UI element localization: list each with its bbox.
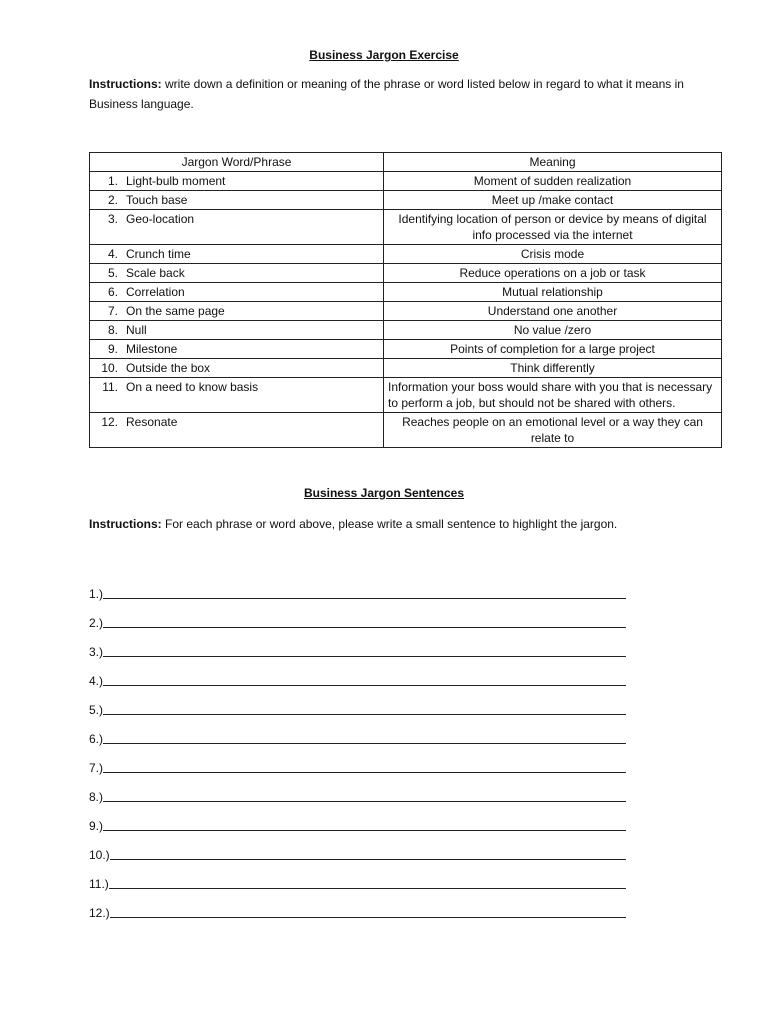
sentences-instructions-label: Instructions: xyxy=(89,517,162,531)
sentence-line xyxy=(89,688,649,717)
meaning-cell: Moment of sudden realization xyxy=(384,172,722,191)
jargon-cell xyxy=(90,378,384,413)
table-row xyxy=(90,378,722,413)
jargon-cell xyxy=(90,413,384,448)
table-row xyxy=(90,359,722,378)
exercise-instructions-text: write down a definition or meaning of the phrase or word listed below in regard to what it means in Business language. xyxy=(89,77,684,111)
row-number: 6. xyxy=(107,285,118,299)
sentences-instructions-text: For each phrase or word above, please write a small sentence to highlight the jargon. xyxy=(161,517,618,531)
table-row xyxy=(90,340,722,359)
meaning-cell: Points of completion for a large project xyxy=(384,340,722,359)
meaning-cell: Reduce operations on a job or task xyxy=(384,264,722,283)
header-meaning: Meaning xyxy=(384,153,722,172)
sentence-line xyxy=(89,804,649,833)
sentence-number: 11.) xyxy=(89,877,109,891)
sentence-number: 12.) xyxy=(89,906,110,920)
meaning-cell: Crisis mode xyxy=(384,245,722,264)
table-row xyxy=(90,210,722,245)
jargon-cell xyxy=(90,245,384,264)
jargon-word: Resonate xyxy=(126,415,178,429)
row-number: 9. xyxy=(107,342,118,356)
sentence-blank[interactable] xyxy=(103,772,626,773)
exercise-title: Business Jargon Exercise xyxy=(309,48,459,62)
jargon-word: Light-bulb moment xyxy=(126,174,226,188)
jargon-cell xyxy=(90,172,384,191)
jargon-word: Null xyxy=(126,323,147,337)
sentence-number: 10.) xyxy=(89,848,110,862)
sentence-line xyxy=(89,630,649,659)
sentence-blank[interactable] xyxy=(103,743,626,744)
jargon-cell xyxy=(90,359,384,378)
sentence-blank[interactable] xyxy=(103,714,626,715)
sentence-blank[interactable] xyxy=(103,685,626,686)
table-row xyxy=(90,191,722,210)
sentence-line xyxy=(89,775,649,804)
sentence-blank[interactable] xyxy=(110,859,626,860)
row-number: 4. xyxy=(107,247,118,261)
row-number: 11. xyxy=(102,380,118,394)
sentence-blank[interactable] xyxy=(110,917,626,918)
row-number: 10. xyxy=(101,361,118,375)
jargon-cell xyxy=(90,302,384,321)
sentence-blank[interactable] xyxy=(103,656,626,657)
table-header-row xyxy=(90,153,722,172)
meaning-cell: Mutual relationship xyxy=(384,283,722,302)
row-number: 3. xyxy=(107,212,118,226)
sentence-blank[interactable] xyxy=(103,801,626,802)
meaning-cell: Identifying location of person or device by means of digital info processed via the internet xyxy=(384,210,722,245)
sentence-blank[interactable] xyxy=(103,598,626,599)
jargon-cell xyxy=(90,340,384,359)
sentence-number: 1.) xyxy=(89,587,104,601)
row-number: 1. xyxy=(107,174,118,188)
jargon-cell xyxy=(90,191,384,210)
sentences-instructions xyxy=(89,514,689,534)
meaning-cell: Understand one another xyxy=(384,302,722,321)
meaning-cell: Information your boss would share with you that is necessary to perform a job, but should not be shared with others. xyxy=(384,378,722,413)
jargon-word: On a need to know basis xyxy=(126,380,259,394)
sentence-blank[interactable] xyxy=(103,627,626,628)
table-row xyxy=(90,245,722,264)
sentence-line xyxy=(89,601,649,630)
jargon-word: Crunch time xyxy=(126,247,191,261)
meaning-cell: Reaches people on an emotional level or a way they can relate to xyxy=(384,413,722,448)
row-number: 5. xyxy=(107,266,118,280)
jargon-word: Touch base xyxy=(126,193,188,207)
jargon-word: Outside the box xyxy=(126,361,211,375)
sentence-number: 9.) xyxy=(89,819,104,833)
sentences-title: Business Jargon Sentences xyxy=(303,486,465,500)
meaning-cell: Meet up /make contact xyxy=(384,191,722,210)
table-row xyxy=(90,264,722,283)
sentence-number: 5.) xyxy=(89,703,104,717)
exercise-instructions-label: Instructions: xyxy=(89,77,162,91)
sentence-number: 7.) xyxy=(89,761,104,775)
sentence-line xyxy=(89,746,649,775)
jargon-word: On the same page xyxy=(126,304,225,318)
jargon-word: Correlation xyxy=(126,285,185,299)
sentence-lines xyxy=(89,572,649,920)
jargon-cell xyxy=(90,283,384,302)
table-row xyxy=(90,413,722,448)
row-number: 12. xyxy=(101,415,118,429)
table-row xyxy=(90,321,722,340)
sentence-number: 8.) xyxy=(89,790,104,804)
table-row xyxy=(90,172,722,191)
sentence-number: 2.) xyxy=(89,616,104,630)
meaning-cell: No value /zero xyxy=(384,321,722,340)
exercise-instructions xyxy=(89,74,689,114)
table-row xyxy=(90,283,722,302)
row-number: 7. xyxy=(107,304,118,318)
sentence-line xyxy=(89,572,649,601)
sentence-line xyxy=(89,891,649,920)
jargon-word: Milestone xyxy=(126,342,178,356)
header-jargon: Jargon Word/Phrase xyxy=(90,153,384,172)
jargon-cell xyxy=(90,210,384,245)
jargon-word: Scale back xyxy=(126,266,185,280)
meaning-cell: Think differently xyxy=(384,359,722,378)
jargon-word: Geo-location xyxy=(126,212,195,226)
sentence-line xyxy=(89,833,649,862)
sentence-line xyxy=(89,659,649,688)
sentence-line xyxy=(89,717,649,746)
row-number: 2. xyxy=(107,193,118,207)
sentence-number: 6.) xyxy=(89,732,104,746)
sentence-blank[interactable] xyxy=(103,830,626,831)
jargon-cell xyxy=(90,321,384,340)
row-number: 8. xyxy=(107,323,118,337)
jargon-cell xyxy=(90,264,384,283)
sentence-number: 4.) xyxy=(89,674,104,688)
sentence-blank[interactable] xyxy=(109,888,626,889)
sentence-line xyxy=(89,862,649,891)
sentence-number: 3.) xyxy=(89,645,104,659)
jargon-table xyxy=(89,152,722,448)
table-row xyxy=(90,302,722,321)
